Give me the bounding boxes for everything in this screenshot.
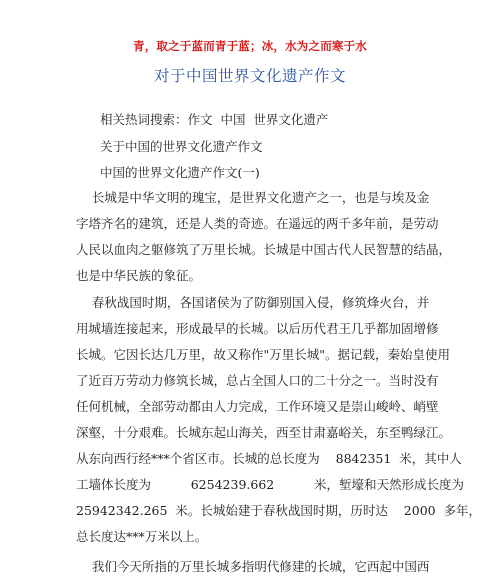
paragraph-line: 任何机械，全部劳动都由人力完成，工作环境又是崇山峻岭、峭壁 bbox=[76, 399, 439, 414]
paragraph-line: 25942342.265 米。长城始建于春秋战国时期，历时达 2000 多年， bbox=[76, 503, 482, 518]
paragraph-line: 总长度达***万米以上。 bbox=[76, 529, 208, 544]
paragraph-line: 人民以血肉之躯修筑了万里长城。长城是中国古代人民智慧的结晶， bbox=[76, 242, 452, 257]
about-line: 关于中国的世界文化遗产作文 bbox=[100, 139, 263, 154]
paragraph-line: 长城是中华文明的瑰宝，是世界文化遗产之一，也是与埃及金 bbox=[76, 190, 430, 205]
paragraph-3 bbox=[76, 554, 430, 580]
paragraph-line: 了近百万劳动力修筑长城，总占全国人口的二十分之一。当时没有 bbox=[76, 373, 439, 388]
paragraph-line: 字塔齐名的建筑，还是人类的奇迹。在遥远的两千多年前，是劳动 bbox=[76, 216, 439, 231]
paragraph-line: 深壑，十分艰难。长城东起山海关，西至甘肃嘉峪关，东至鸭绿江。 bbox=[76, 425, 452, 440]
paragraph-line: 春秋战国时期，各国诸侯为了防御别国入侵，修筑烽火台，并 bbox=[76, 295, 430, 310]
motto-header: 青，取之于蓝而青于蓝；冰，水为之而寒于水 bbox=[133, 39, 367, 53]
paragraph-1 bbox=[76, 185, 452, 289]
paragraph-line: 工墙体长度为 6254239.662 米，堑壕和天然形成长度为 bbox=[76, 477, 464, 492]
paragraph-line: 也是中华民族的象征。 bbox=[76, 268, 202, 283]
paragraph-2 bbox=[76, 290, 482, 550]
document-title: 对于中国世界文化遗产作文 bbox=[153, 67, 346, 85]
section-heading: 中国的世界文化遗产作文(一) bbox=[100, 165, 260, 180]
paragraph-line: 长城。它因长达几万里，故又称作"万里长城"。据记载，秦始皇使用 bbox=[76, 347, 451, 362]
paragraph-line: 从东向西行经***个省区市。长城的总长度为 8842351 米，其中人 bbox=[76, 451, 462, 466]
keywords-line: 相关热词搜索：作文 中国 世界文化遗产 bbox=[100, 112, 329, 127]
paragraph-line: 用城墙连接起来，形成最早的长城。以后历代君王几乎都加固增修 bbox=[76, 321, 439, 336]
paragraph-line: 我们今天所指的万里长城多指明代修建的长城，它西起中国西 bbox=[76, 559, 430, 574]
